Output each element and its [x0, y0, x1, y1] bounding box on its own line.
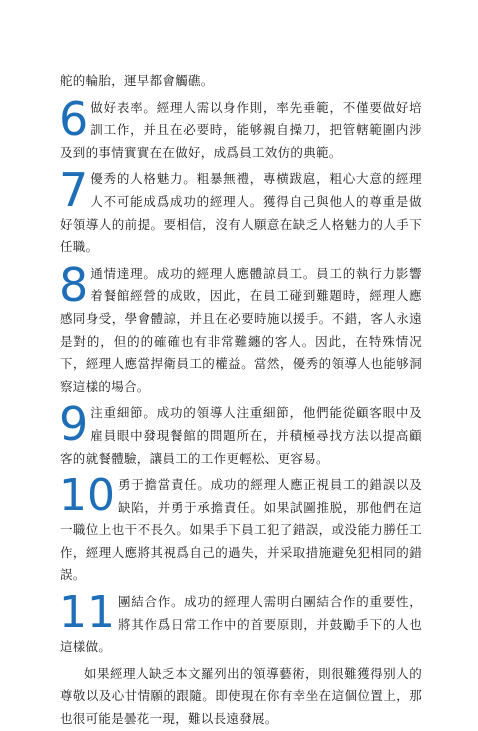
numbered-paragraph-10: [59, 470, 422, 587]
paragraph-text: 通情達理。成功的經理人應體諒員工。員工的執行力影響着餐館經營的成敗，因此，在員工碰到難題時，經理人應感同身受，學會體諒，并且在必要時施以援手。不錯，客人永遠是對的，但的的確確也有非常難纏的客人。因此，在特殊情况下，經理人應當捍衛員工的權益。當然，優秀的領導人也能够洞察這樣的場合。: [60, 265, 422, 394]
paragraph-continuation: 舵的輪胎，運早都會觸礁。: [60, 73, 214, 88]
paragraph-text: 勇于擔當責任。成功的經理人應正視員工的錯誤以及缺陷，并勇于承擔責任。如果試圖推脱，那他們在這一職位上也干不長久。如果手下員工犯了錯誤，或没能力勝任工作，經理人應將其視爲自己的過失，并采取措施避免犯相同的錯誤。: [60, 477, 422, 583]
numbered-paragraph-11: [59, 587, 422, 659]
numbered-paragraph-6: [59, 91, 422, 165]
numbered-paragraph-9: [59, 397, 422, 470]
article-body: [60, 70, 422, 731]
paragraph-text: 團結合作。成功的經理人需明白團結合作的重要性，將其作爲日常工作中的首要原則，并鼓勵手下的人也這樣做。: [60, 594, 422, 655]
closing-paragraph: 如果經理人缺乏本文羅列出的領導藝術，則很難獲得别人的尊敬以及心甘情願的跟隨。即使現在你有幸坐在這個位置上，那也很可能是曇花一現，難以長遠發展。: [60, 665, 422, 727]
paragraph-number: 6: [59, 91, 89, 146]
paragraph-text: 做好表率。經理人需以身作則，率先垂範，不僅要做好培訓工作，并且在必要時，能够親自操刀，把管轄範圍内涉及到的事情實實在在做好，成爲員工效仿的典範。: [60, 99, 422, 160]
paragraph-number: 9: [59, 397, 89, 452]
paragraph-number: 8: [59, 257, 89, 312]
paragraph-number: 7: [59, 163, 89, 218]
paragraph-number: 11: [59, 587, 115, 639]
paragraph-text: 注重細節。成功的領導人注重細節，他們能從顧客眼中及雇員眼中發現餐館的問題所在，并積極尋找方法以提高顧客的就餐體驗，讓員工的工作更輕松、更容易。: [60, 405, 422, 466]
numbered-paragraph-8: [59, 257, 422, 399]
paragraph-number: 10: [59, 470, 115, 522]
paragraph-text: 優秀的人格魅力。粗暴無禮，專横跋扈，粗心大意的經理人不可能成爲成功的經理人。獲得自己與他人的尊重是做好領導人的前提。要相信，沒有人願意在缺乏人格魅力的人手下任職。: [60, 171, 422, 255]
numbered-paragraph-7: [59, 163, 422, 258]
